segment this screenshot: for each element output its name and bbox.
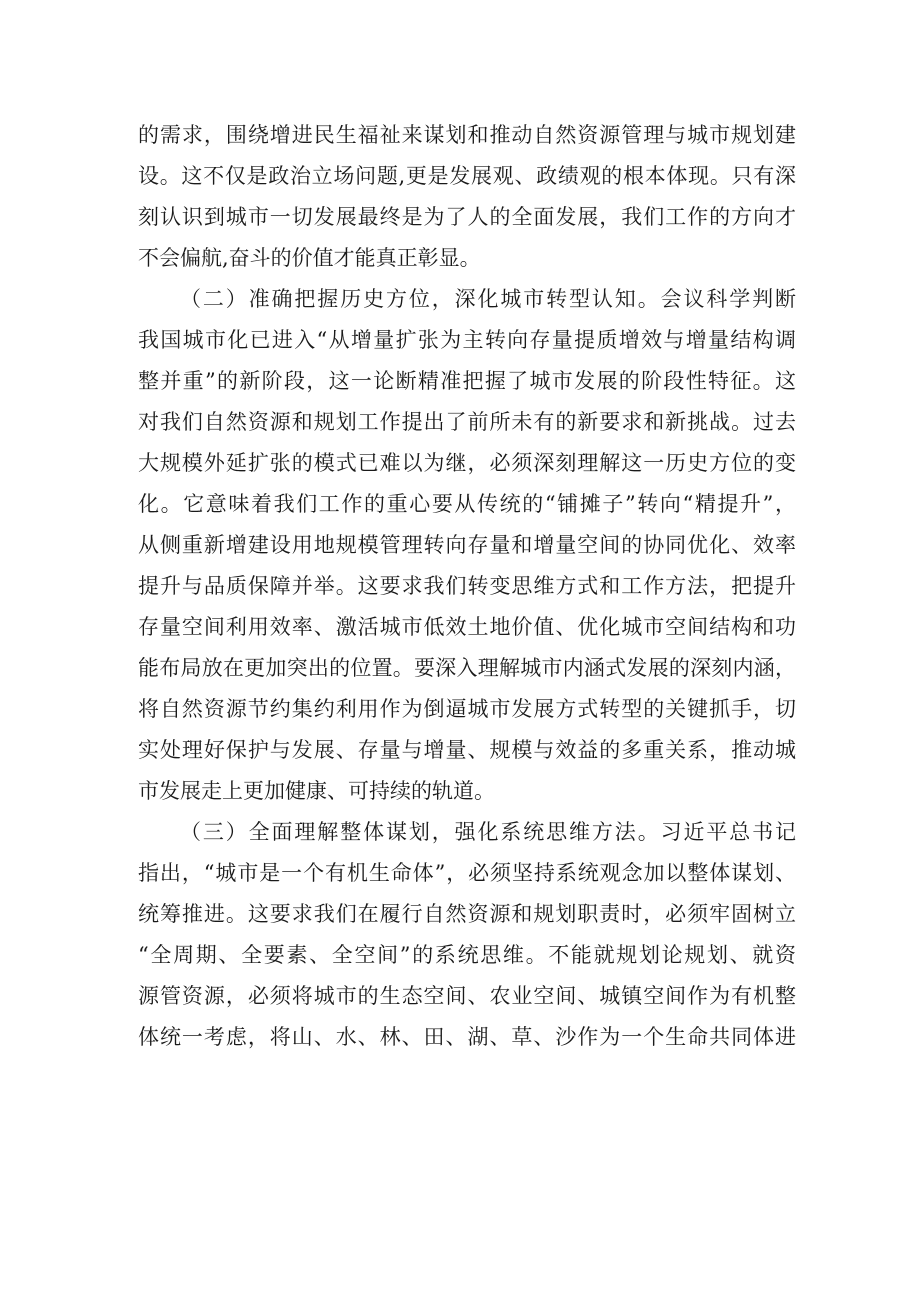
text-line: 体统一考虑，将山、水、林、田、湖、草、沙作为一个生命共同体进	[138, 1025, 796, 1049]
paragraph-1	[138, 115, 796, 279]
text-line: 将自然资源节约集约利用作为倒逼城市发展方式转型的关键抓手，切	[138, 697, 796, 721]
text-line: 市发展走上更加健康、可持续的轨道。	[138, 779, 495, 803]
text-line: 统筹推进。这要求我们在履行自然资源和规划职责时，必须牢固树立	[138, 902, 796, 926]
text-line: 源管资源，必须将城市的生态空间、农业空间、城镇空间作为有机整	[138, 984, 796, 1008]
text-line: 对我们自然资源和规划工作提出了前所未有的新要求和新挑战。过去	[138, 410, 796, 434]
text-line: 指出，“城市是一个有机生命体”，必须坚持系统观念加以整体谋划、	[138, 861, 796, 885]
text-line: 存量空间利用效率、激活城市低效土地价值、优化城市空间结构和功	[138, 615, 796, 639]
text-line: 从侧重新增建设用地规模管理转向存量和增量空间的协同优化、效率	[138, 533, 796, 557]
text-line: 大规模外延扩张的模式已难以为继，必须深刻理解这一历史方位的变	[138, 451, 796, 475]
body-text	[138, 115, 796, 1058]
text-line: 能布局放在更加突出的位置。要深入理解城市内涵式发展的深刻内涵，	[138, 656, 796, 680]
text-line: 化。它意味着我们工作的重心要从传统的“铺摊子”转向“精提升”，	[138, 492, 796, 516]
text-line: 提升与品质保障并举。这要求我们转变思维方式和工作方法，把提升	[138, 574, 796, 598]
text-line: 刻认识到城市一切发展最终是为了人的全面发展，我们工作的方向才	[138, 205, 796, 229]
text-line: 设。这不仅是政治立场问题,更是发展观、政绩观的根本体现。只有深	[138, 164, 796, 188]
section-heading-line: （二）准确把握历史方位，深化城市转型认知。会议科学判断	[180, 287, 796, 311]
paragraph-2-section-two	[138, 279, 796, 812]
section-heading-line: （三）全面理解整体谋划，强化系统思维方法。习近平总书记	[180, 820, 796, 844]
text-line: 我国城市化已进入“从增量扩张为主转向存量提质增效与增量结构调	[138, 328, 796, 352]
paragraph-3-section-three	[138, 812, 796, 1058]
text-line: 整并重”的新阶段，这一论断精准把握了城市发展的阶段性特征。这	[138, 369, 796, 393]
text-line: 实处理好保护与发展、存量与增量、规模与效益的多重关系，推动城	[138, 738, 796, 762]
text-line: 的需求，围绕增进民生福祉来谋划和推动自然资源管理与城市规划建	[138, 123, 796, 147]
text-line: “全周期、全要素、全空间”的系统思维。不能就规划论规划、就资	[138, 943, 796, 967]
text-line: 不会偏航,奋斗的价值才能真正彰显。	[138, 246, 481, 270]
